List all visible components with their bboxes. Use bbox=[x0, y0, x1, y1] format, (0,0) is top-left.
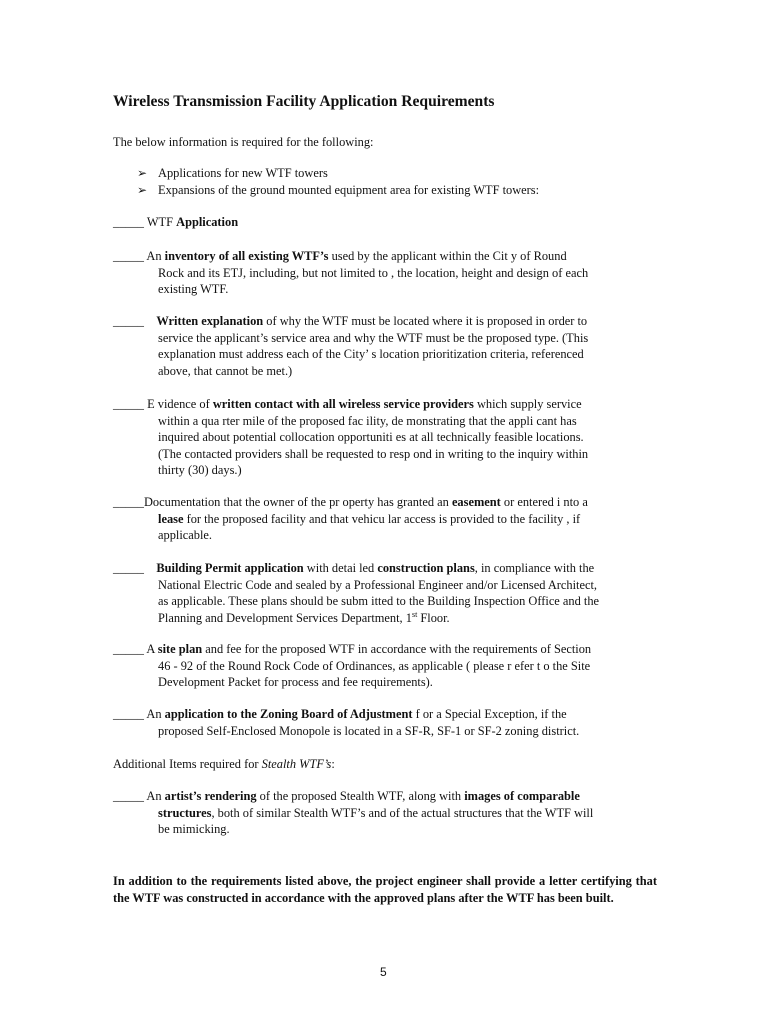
checklist-blank: _____ bbox=[113, 215, 144, 229]
checklist-blank: _____ bbox=[113, 249, 144, 263]
checklist-blank: _____ bbox=[113, 397, 144, 411]
checklist-blank: _____ bbox=[113, 707, 144, 721]
intro-text: The below information is required for the following: bbox=[113, 135, 374, 149]
requirement-building-permit: _____ Building Permit application with detai led construction plans, in compliance with the National Electric Code and sealed by a Professional Engineer and/or Licensed Architect, as applicable. These plans should be subm itted to the Building Inspection Office and the Planning and Development Services Department, 1st Floor. bbox=[113, 561, 600, 625]
requirement-artists-rendering: _____ An artist’s rendering of the proposed Stealth WTF, along with images of comparable structures, both of similar Stealth WTF’s and of the actual structures that the WTF will be mimicking. bbox=[113, 789, 594, 837]
checklist-blank: _____ bbox=[113, 561, 144, 575]
requirement-written-contact: _____ E vidence of written contact with all wireless service providers which supply service within a qua rter mile of the proposed fac ility, de monstrating that the appli cant has inquired about potential collocation opportuniti es at all technically feasible locations. (The contacted providers shall be requested to resp ond in writing to the inquiry within thirty (30) days.) bbox=[113, 397, 589, 478]
checklist-blank: _____ bbox=[113, 314, 144, 328]
arrow-bullet-icon: ➢ bbox=[137, 166, 148, 180]
page-number: 5 bbox=[380, 965, 387, 979]
arrow-bullet-icon: ➢ bbox=[137, 182, 148, 197]
requirement-site-plan: _____ A site plan and fee for the proposed WTF in accordance with the requirements of Section 46 - 92 of the Round Rock Code of Ordinances, as applicable ( please r efer t o the Site Development Packet for process and fee requirements). bbox=[113, 642, 592, 690]
additional-items-heading: Additional Items required for Stealth WTF’s: bbox=[113, 757, 335, 771]
checklist-blank: _____ bbox=[113, 642, 144, 656]
checklist-blank: _____ bbox=[113, 495, 144, 509]
requirement-inventory: _____ An inventory of all existing WTF’s used by the applicant within the Cit y of Round Rock and its ETJ, including, but not limited to , the location, height and design of each existing WTF. bbox=[113, 249, 589, 297]
requirement-zoning-board: _____ An application to the Zoning Board of Adjustment f or a Special Exception, if the proposed Self-Enclosed Monopole is located in a SF-R, SF-1 or SF-2 zoning district. bbox=[113, 707, 580, 738]
list-item: ➢ Expansions of the ground mounted equipment area for existing WTF towers: bbox=[137, 182, 540, 197]
page-title: Wireless Transmission Facility Application Requirements bbox=[113, 93, 495, 110]
requirement-wtf-application: _____ WTF Application bbox=[113, 215, 239, 229]
closing-paragraph: In addition to the requirements listed above, the project engineer shall provide a letter certifying that the WTF was constructed in accordance with the approved plans after the WTF has been built. bbox=[113, 874, 657, 905]
bullet-list bbox=[137, 165, 539, 198]
requirement-easement: _____Documentation that the owner of the pr operty has granted an easement or entered i nto a lease for the proposed facility and that vehicu lar access is provided to the facility , if applicable. bbox=[113, 495, 588, 543]
checklist-blank: _____ bbox=[113, 789, 144, 803]
requirement-written-explanation: _____ Written explanation of why the WTF must be located where it is proposed in order to service the applicant’s service area and why the WTF must be the proposed type. (This explanation must address each of the City’ s location prioritization criteria, referenced above, that cannot be met.) bbox=[113, 314, 589, 378]
list-item: ➢ Applications for new WTF towers bbox=[137, 166, 328, 180]
